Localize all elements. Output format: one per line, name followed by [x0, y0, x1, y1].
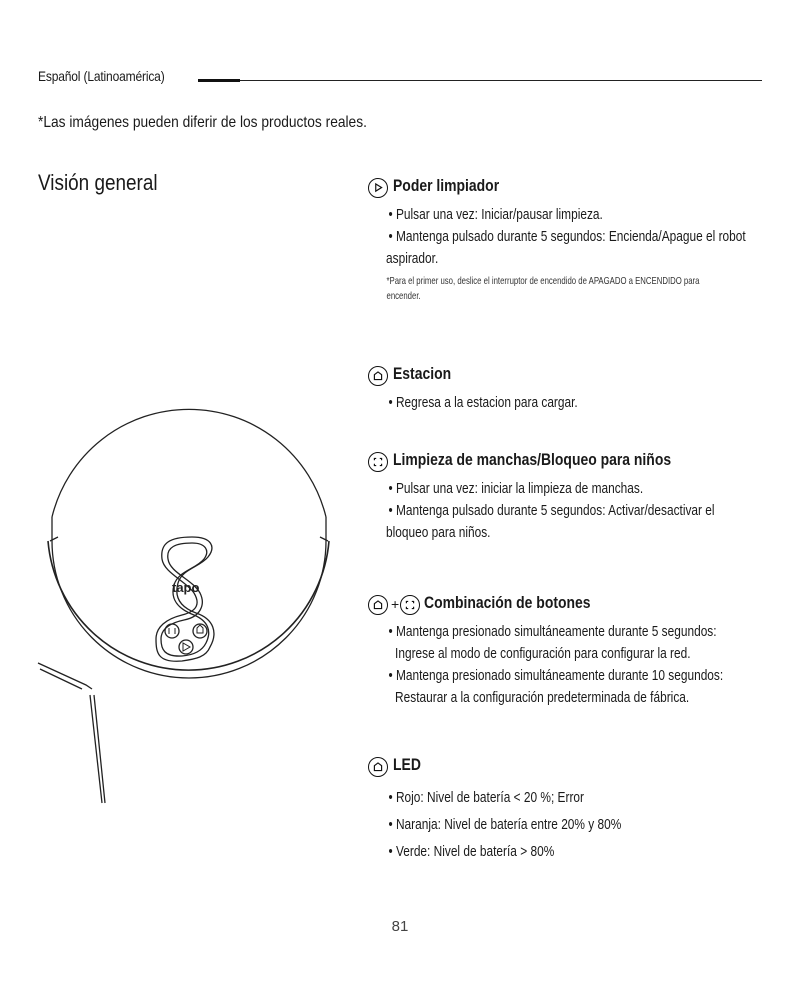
home-icon [368, 366, 388, 386]
image-disclaimer: *Las imágenes pueden diferir de los productos reales. [38, 114, 367, 131]
side-brush [38, 663, 92, 689]
bullet-text: • Mantenga presionado simultáneamente durante 10 segundos: [388, 668, 724, 684]
bullet-text: • Mantenga pulsado durante 5 segundos: Activar/desactivar el [388, 503, 715, 519]
spot-clean-icon [400, 595, 420, 615]
plus-sign: + [391, 596, 400, 612]
bullet-text: • Verde: Nivel de batería > 80% [388, 844, 555, 860]
brand-logo: tapo [172, 580, 200, 595]
section-led [368, 757, 778, 866]
robot-body-outline [52, 409, 326, 517]
section-title: LED [393, 755, 421, 774]
bullet-text: • Mantenga presionado simultáneamente durante 5 segundos: [388, 624, 717, 640]
bullet-text: aspirador. [386, 251, 439, 267]
bullet-text: Ingrese al modo de configuración para configurar la red. [395, 646, 691, 662]
bullet-text: • Pulsar una vez: Iniciar/pausar limpieza. [388, 207, 603, 223]
button-panel [156, 537, 214, 661]
section-title: Estacion [393, 364, 452, 383]
header-rule [240, 80, 762, 81]
page-number: 81 [391, 918, 409, 935]
section-title: Poder limpiador [393, 176, 500, 195]
header-rule-thick [198, 79, 240, 82]
bullet-text: • Naranja: Nivel de batería entre 20% y 80% [388, 817, 622, 833]
section-spot-clean [368, 452, 778, 544]
play-icon [368, 178, 388, 198]
bullet-text: • Regresa a la estacion para cargar. [388, 395, 578, 411]
language-label: Español (Latinoamérica) [38, 68, 165, 84]
section-power [368, 178, 778, 304]
section-station [368, 366, 778, 414]
overview-title: Visión general [38, 170, 158, 195]
bullet-text: • Pulsar una vez: iniciar la limpieza de manchas. [388, 481, 644, 497]
robot-vacuum-illustration [30, 285, 350, 815]
section-button-combination [368, 595, 778, 709]
section-title: Combinación de botones [424, 593, 591, 612]
home-button [193, 624, 207, 638]
bullet-text: • Mantenga pulsado durante 5 segundos: Encienda/Apague el robot [388, 229, 746, 245]
bullet-text: • Rojo: Nivel de batería < 20 %; Error [388, 790, 584, 806]
spot-clean-button [165, 624, 179, 638]
footnote: encender. [386, 290, 421, 302]
bullet-text: Restaurar a la configuración predeterminada de fábrica. [395, 690, 690, 706]
home-icon [368, 595, 388, 615]
spot-clean-icon [368, 452, 388, 472]
footnote: *Para el primer uso, deslice el interruptor de encendido de APAGADO a ENCENDIDO para [386, 275, 700, 287]
section-title: Limpieza de manchas/Bloqueo para niños [393, 450, 672, 469]
home-icon [368, 757, 388, 777]
bullet-text: bloqueo para niños. [386, 525, 491, 541]
